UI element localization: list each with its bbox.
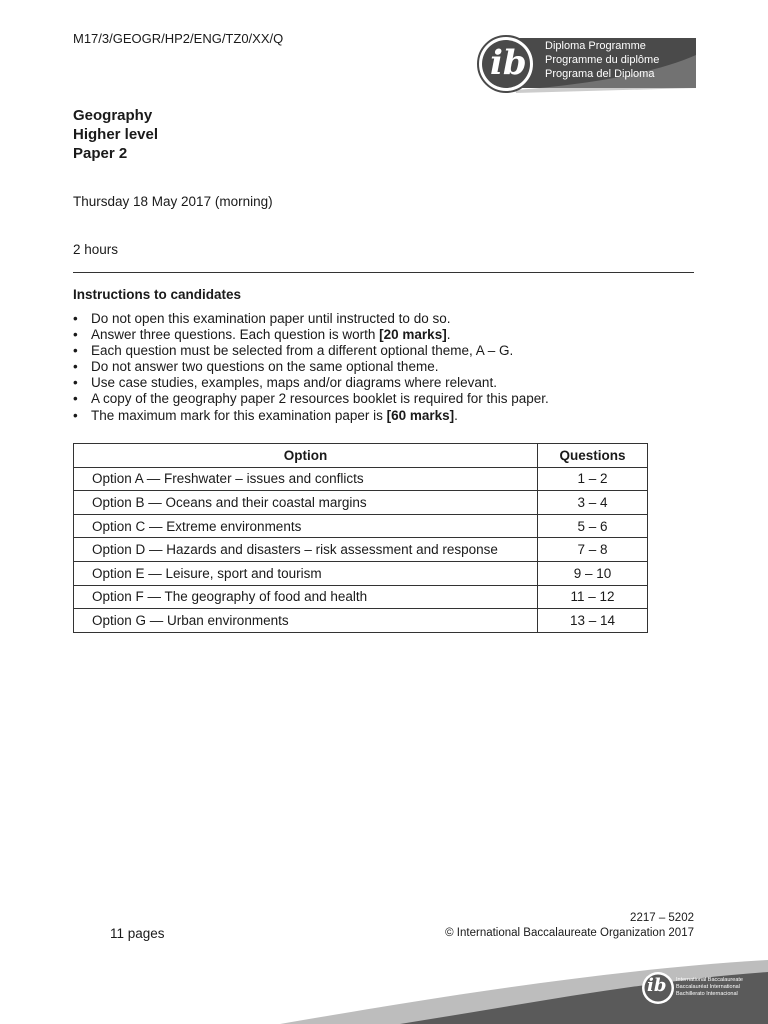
instruction-item: • Do not open this examination paper until instructed to do so. [73, 311, 451, 326]
option-cell: Option G — Urban environments [74, 609, 538, 633]
instruction-item: • Do not answer two questions on the same optional theme. [73, 359, 439, 375]
option-cell: Option C — Extreme environments [74, 514, 538, 538]
instruction-item: • The maximum mark for this examination paper is [60 marks]. [73, 407, 458, 423]
copyright: © International Baccalaureate Organization 2017 [445, 927, 694, 939]
exam-duration: 2 hours [73, 242, 119, 257]
subject: Geography [73, 107, 153, 124]
instruction-item: • Each question must be selected from a different optional theme, A – G. [73, 343, 514, 359]
org-name-fr: Baccalauréat International [676, 984, 740, 990]
programme-name-fr: Programme du diplôme [545, 54, 660, 66]
table-row [74, 491, 648, 515]
column-header-option: Option [74, 444, 538, 468]
option-cell: Option D — Hazards and disasters – risk assessment and response [74, 538, 538, 562]
questions-cell: 5 – 6 [538, 514, 648, 538]
instruction-item: • A copy of the geography paper 2 resources booklet is required for this paper. [73, 391, 549, 407]
paper-code: M17/3/GEOGR/HP2/ENG/TZ0/XX/Q [73, 31, 284, 46]
org-names [676, 977, 743, 998]
page-count: 11 pages [110, 926, 165, 941]
table-row [74, 514, 648, 538]
ib-footer-logo-icon: ib [647, 975, 667, 996]
column-header-questions: Questions [538, 444, 648, 468]
exam-title [73, 106, 158, 163]
options-table [73, 443, 648, 633]
questions-cell: 11 – 12 [538, 585, 648, 609]
questions-cell: 7 – 8 [538, 538, 648, 562]
option-cell: Option B — Oceans and their coastal margins [74, 491, 538, 515]
table-row [74, 538, 648, 562]
table-header-row [74, 444, 648, 468]
questions-cell: 1 – 2 [538, 467, 648, 491]
questions-cell: 13 – 14 [538, 609, 648, 633]
org-name-es: Bachillerato Internacional [676, 991, 738, 997]
programme-name-en: Diploma Programme [545, 40, 646, 52]
table-row [74, 467, 648, 491]
level: Higher level [73, 126, 159, 143]
org-name-en: International Baccalaureate [676, 977, 743, 983]
divider [73, 272, 694, 273]
table-row [74, 561, 648, 585]
questions-cell: 3 – 4 [538, 491, 648, 515]
table-row [74, 585, 648, 609]
instruction-item: • Use case studies, examples, maps and/or diagrams where relevant. [73, 375, 497, 391]
programme-names [545, 39, 659, 81]
option-cell: Option A — Freshwater – issues and conflicts [74, 467, 538, 491]
programme-name-es: Programa del Diploma [545, 68, 655, 80]
option-cell: Option F — The geography of food and health [74, 585, 538, 609]
paper-number: Paper 2 [73, 145, 128, 162]
option-cell: Option E — Leisure, sport and tourism [74, 561, 538, 585]
exam-date: Thursday 18 May 2017 (morning) [73, 194, 273, 209]
paper-reference: 2217 – 5202 [630, 912, 694, 924]
instructions-list [73, 311, 693, 424]
table-row [74, 609, 648, 633]
instructions-heading: Instructions to candidates [73, 287, 242, 302]
instruction-item: • Answer three questions. Each question is worth [20 marks]. [73, 327, 451, 343]
questions-cell: 9 – 10 [538, 561, 648, 585]
ib-logo-icon: ib [490, 43, 527, 83]
